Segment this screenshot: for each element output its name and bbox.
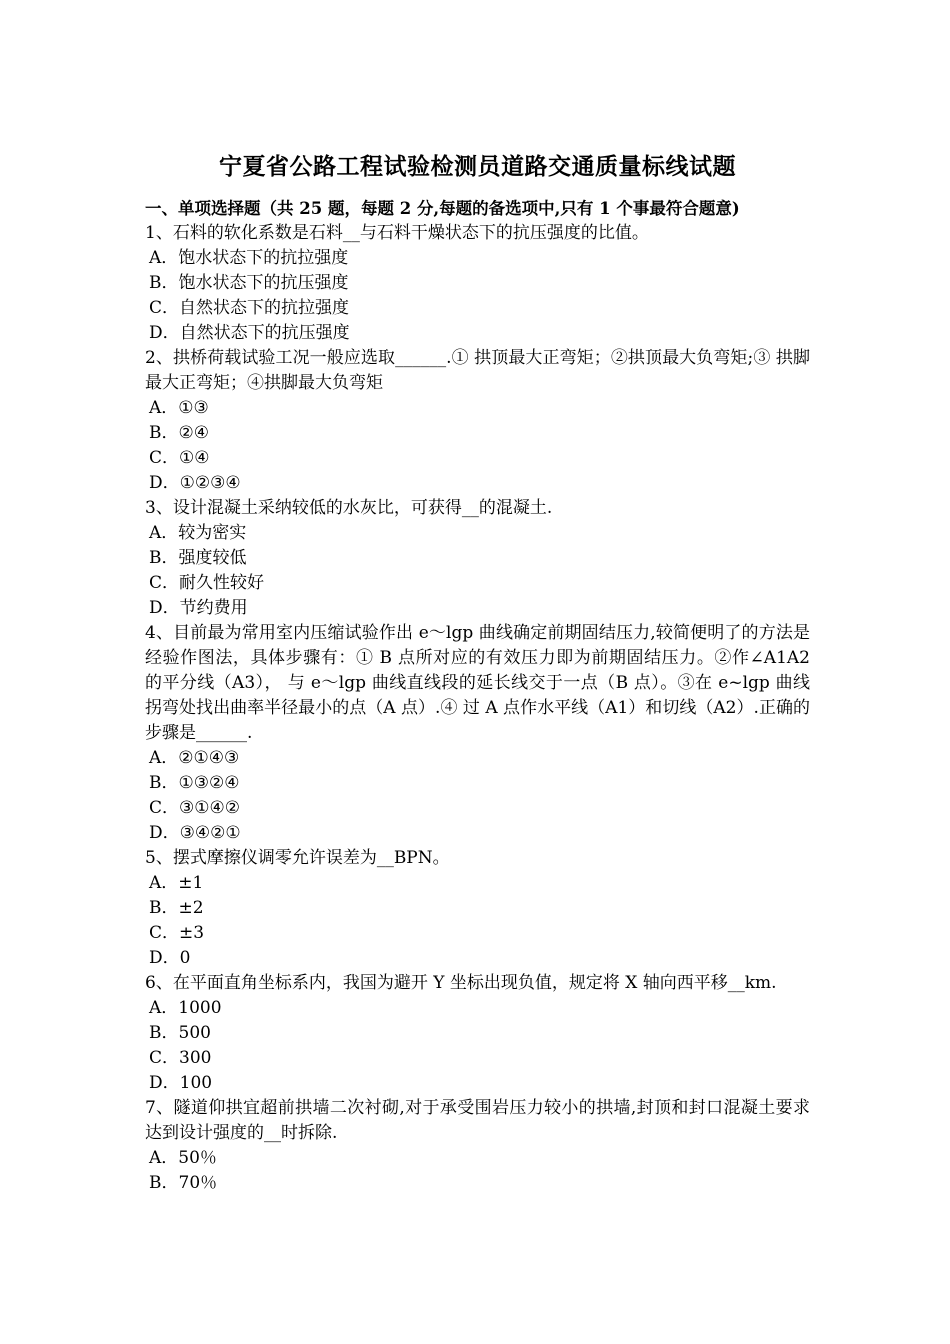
question-block <box>145 846 810 971</box>
option-text: ±2 <box>178 898 204 918</box>
answer-option <box>145 596 810 621</box>
option-letter: D． <box>149 323 180 343</box>
answer-option <box>145 921 810 946</box>
question-block <box>145 621 810 846</box>
answer-option <box>145 896 810 921</box>
option-letter: D． <box>149 1073 180 1093</box>
option-letter: A． <box>149 873 179 893</box>
option-letter: A． <box>149 398 179 418</box>
question-stem: 7、隧道仰拱宜超前拱墙二次衬砌,对于承受围岩压力较小的拱墙,封顶和封口混凝土要求达到设计强度的__时拆除. <box>145 1098 810 1143</box>
option-letter: C． <box>149 448 180 468</box>
option-letter: B． <box>149 423 179 443</box>
answer-option <box>145 1146 810 1171</box>
question-block <box>145 346 810 496</box>
option-letter: A． <box>149 248 179 268</box>
answer-option <box>145 321 810 346</box>
document-title: 宁夏省公路工程试验检测员道路交通质量标线试题 <box>219 153 736 180</box>
answer-option <box>145 746 810 771</box>
option-text: ②①④③ <box>178 748 240 768</box>
answer-option <box>145 771 810 796</box>
answer-option <box>145 521 810 546</box>
option-letter: D． <box>149 598 180 618</box>
answer-option <box>145 546 810 571</box>
answer-option <box>145 996 810 1021</box>
option-letter: C． <box>149 1048 180 1068</box>
option-letter: B． <box>149 1023 179 1043</box>
answer-option <box>145 871 810 896</box>
option-text: 饱水状态下的抗压强度 <box>178 273 349 293</box>
option-letter: C． <box>149 923 180 943</box>
option-letter: D． <box>149 948 180 968</box>
option-letter: C． <box>149 573 180 593</box>
answer-option <box>145 446 810 471</box>
option-text: 饱水状态下的抗拉强度 <box>178 248 349 268</box>
question-stem: 6、在平面直角坐标系内，我国为避开 Y 坐标出现负值，规定将 X 轴向西平移__km. <box>145 973 777 993</box>
question-stem: 3、设计混凝土采纳较低的水灰比，可获得__的混凝土. <box>145 498 553 518</box>
option-letter: A． <box>149 523 179 543</box>
option-text: ①④ <box>179 448 210 468</box>
option-letter: C． <box>149 798 180 818</box>
answer-option <box>145 296 810 321</box>
option-text: ①③②④ <box>178 773 240 793</box>
option-letter: B． <box>149 773 179 793</box>
answer-option <box>145 821 810 846</box>
option-letter: A． <box>149 1148 179 1168</box>
answer-option <box>145 796 810 821</box>
answer-option <box>145 421 810 446</box>
option-letter: B． <box>149 898 179 918</box>
answer-option <box>145 396 810 421</box>
answer-option <box>145 471 810 496</box>
option-letter: B． <box>149 1173 179 1193</box>
option-text: 节约费用 <box>179 598 248 618</box>
option-text: 0 <box>179 948 191 968</box>
option-text: 自然状态下的抗压强度 <box>179 323 350 343</box>
question-stem: 4、目前最为常用室内压缩试验作出 e～lgp 曲线确定前期固结压力,较简便明了的方法是经验作图法，具体步骤有：① B 点所对应的有效压力即为前期固结压力。②作∠A1A2 的平分线（A3）， 与 e～lgp 曲线直线段的延长线交于一点（B 点）。③在 e~lgp 曲线拐弯处找出曲率半径最小的点（A 点）.④ 过 A 点作水平线（A1）和切线（A2）.正确的步骤是______. <box>145 623 810 743</box>
option-text: 70％ <box>178 1173 218 1193</box>
option-text: 强度较低 <box>178 548 247 568</box>
document-page <box>145 150 810 1196</box>
answer-option <box>145 271 810 296</box>
question-block <box>145 1096 810 1196</box>
question-block <box>145 221 810 346</box>
option-text: ①②③④ <box>179 473 241 493</box>
option-text: ③④②① <box>179 823 241 843</box>
option-text: 100 <box>179 1073 213 1093</box>
option-text: 自然状态下的抗拉强度 <box>179 298 350 318</box>
question-stem: 2、拱桥荷载试验工况一般应选取______.① 拱顶最大正弯矩；②拱顶最大负弯矩;③ 拱脚最大正弯矩；④拱脚最大负弯矩 <box>145 348 810 393</box>
section-heading: 一、单项选择题（共 25 题，每题 2 分,每题的备选项中,只有 1 个事最符合题意) <box>145 199 740 218</box>
option-text: 1000 <box>178 998 222 1018</box>
answer-option <box>145 571 810 596</box>
answer-option <box>145 1021 810 1046</box>
option-text: ±1 <box>178 873 204 893</box>
option-text: ②④ <box>178 423 209 443</box>
option-letter: D． <box>149 823 180 843</box>
question-block <box>145 496 810 621</box>
option-text: 较为密实 <box>178 523 247 543</box>
option-text: 耐久性较好 <box>179 573 265 593</box>
question-stem: 1、石料的软化系数是石料__与石料干燥状态下的抗压强度的比值。 <box>145 223 649 243</box>
option-text: 300 <box>179 1048 212 1068</box>
option-letter: C． <box>149 298 180 318</box>
option-text: ①③ <box>178 398 209 418</box>
option-text: 500 <box>178 1023 211 1043</box>
answer-option <box>145 1171 810 1196</box>
answer-option <box>145 946 810 971</box>
option-text: ③①④② <box>179 798 240 818</box>
option-letter: A． <box>149 998 179 1018</box>
option-letter: D． <box>149 473 180 493</box>
question-block <box>145 971 810 1096</box>
option-letter: B． <box>149 548 179 568</box>
option-letter: B． <box>149 273 179 293</box>
question-stem: 5、摆式摩擦仪调零允许误差为__BPN。 <box>145 848 450 868</box>
option-letter: A． <box>149 748 179 768</box>
option-text: 50％ <box>178 1148 217 1168</box>
option-text: ±3 <box>179 923 205 943</box>
question-list <box>145 221 810 1196</box>
answer-option <box>145 1046 810 1071</box>
answer-option <box>145 246 810 271</box>
answer-option <box>145 1071 810 1096</box>
